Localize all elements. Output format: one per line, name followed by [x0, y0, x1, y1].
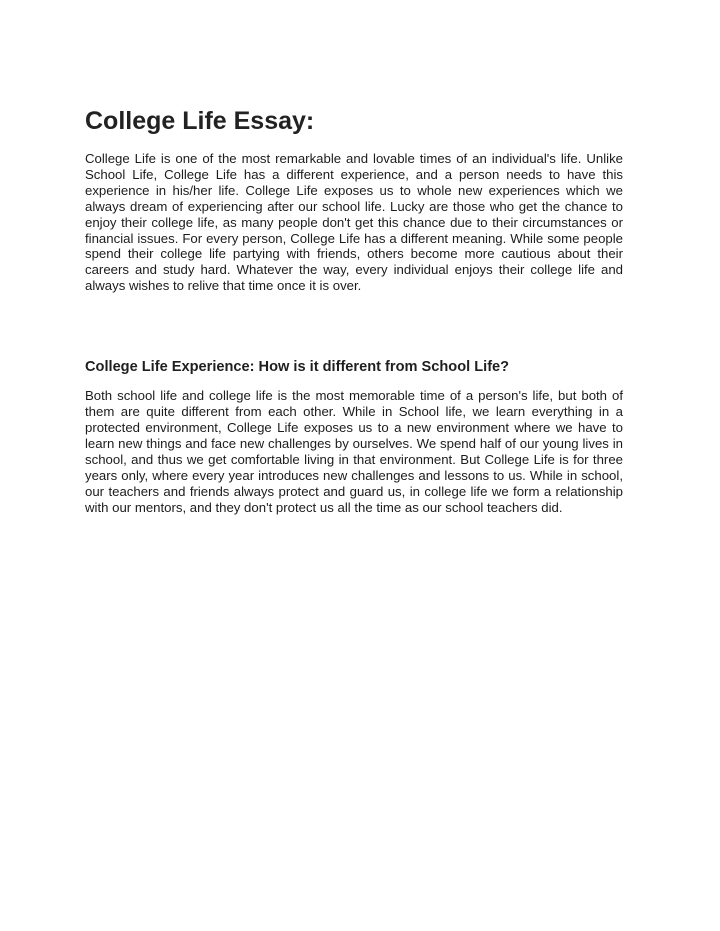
document-title: College Life Essay:: [85, 107, 315, 135]
section-heading: College Life Experience: How is it different from School Life?: [85, 359, 510, 376]
comparison-paragraph: Both school life and college life is the most memorable time of a person's life, but both of them are quite different from each other. While in School life, we learn everything in a protected environment, College Life exposes us to a new environment where we have to learn new things and face new challenges by ourselves. We spend half of our young lives in school, and thus we get comfortable living in that environment. But College Life is for three years only, where every year introduces new challenges and lessons to us. While in school, our teachers and friends always protect and guard us, in college life we form a relationship with our mentors, and they don't protect us all the time as our school teachers did.: [85, 388, 623, 515]
intro-paragraph: College Life is one of the most remarkable and lovable times of an individual's life. Unlike School Life, College Life has a different experience, and a person needs to have this experience in his/her life. College Life exposes us to whole new experiences which we always dream of experiencing after our school life. Lucky are those who get the chance to enjoy their college life, as many people don't get this chance due to their circumstances or financial issues. For every person, College Life has a different meaning. While some people spend their college life partying with friends, others become more cautious about their careers and study hard. Whatever the way, every individual enjoys their college life and always wishes to relive that time once it is over.: [85, 151, 623, 294]
document-content: [85, 104, 623, 515]
